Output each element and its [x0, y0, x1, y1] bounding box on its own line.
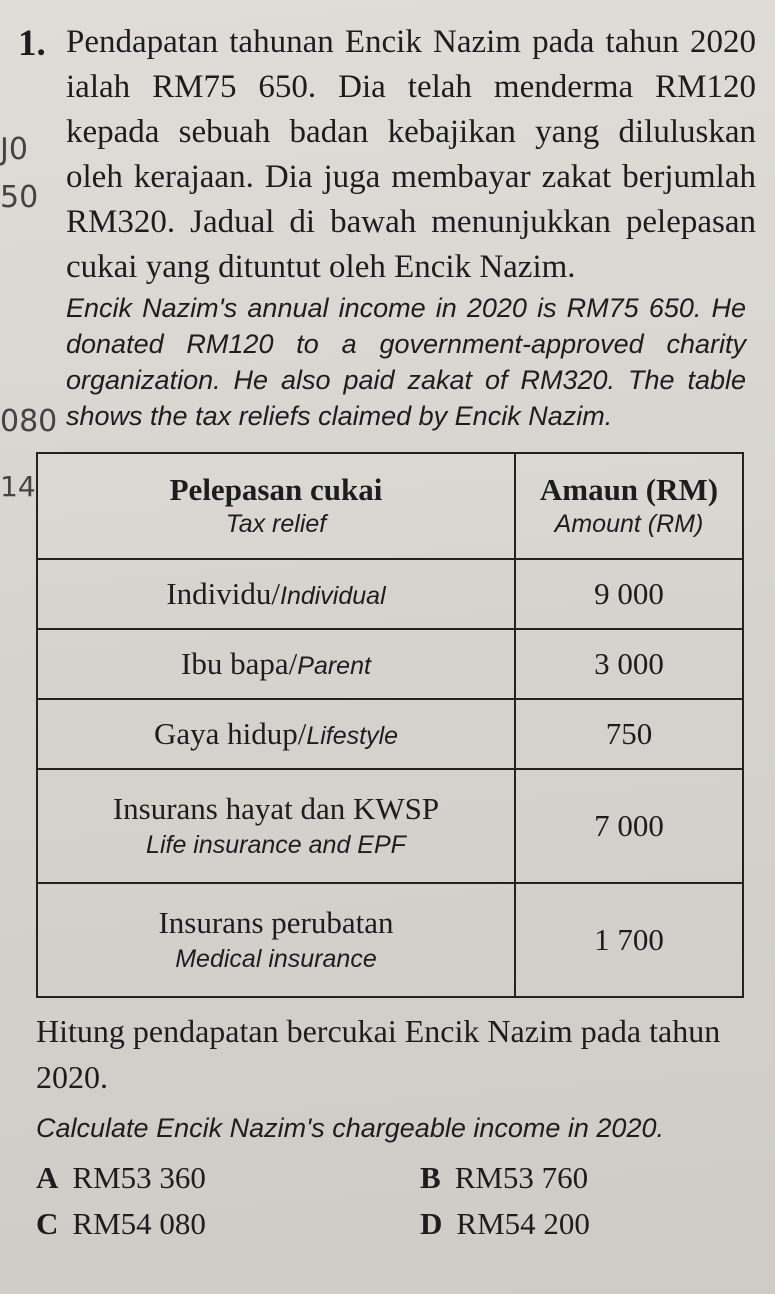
header-tax-relief-ms: Pelepasan cukai — [169, 472, 383, 507]
header-amount — [515, 453, 743, 559]
relief-name: Insurans hayat dan KWSP Life insurance and EPF — [37, 769, 515, 883]
relief-amount: 3 000 — [515, 629, 743, 699]
question-text-english: Encik Nazim's annual income in 2020 is RM75 650. He donated RM120 to a government-approved charity organization. He also paid zakat of RM320. The table shows the tax reliefs claimed by Encik Nazim. — [66, 293, 746, 431]
header-tax-relief — [37, 453, 515, 559]
option-value: RM54 200 — [456, 1206, 590, 1241]
relief-amount: 750 — [515, 699, 743, 769]
question-text-malay: Pendapatan tahunan Encik Nazim pada tahun 2020 ialah RM75 650. Dia telah menderma RM120 kepada sebuah badan kebajikan yang diluluskan oleh kerajaan. Dia juga membayar zakat berjumlah RM320. Jadual di bawah menunjukkan pelepasan cukai yang dituntut oleh Encik Nazim. — [66, 24, 756, 285]
table-row — [37, 769, 743, 883]
option-a[interactable] — [36, 1160, 206, 1196]
option-b[interactable] — [420, 1160, 588, 1196]
margin-note: 14 — [0, 470, 36, 503]
option-c[interactable] — [36, 1206, 206, 1242]
header-tax-relief-en: Tax relief — [225, 510, 327, 538]
option-value: RM54 080 — [72, 1206, 206, 1241]
table-row — [37, 883, 743, 997]
option-label: A — [36, 1160, 59, 1195]
option-value: RM53 360 — [72, 1160, 206, 1195]
relief-amount: 9 000 — [515, 559, 743, 629]
relief-name: Gaya hidup/Lifestyle — [37, 699, 515, 769]
table-row — [37, 559, 743, 629]
table-header-row — [37, 453, 743, 559]
option-label: B — [420, 1160, 441, 1195]
relief-name: Insurans perubatan Medical insurance — [37, 883, 515, 997]
option-label: C — [36, 1206, 59, 1241]
header-amount-ms: Amaun (RM) — [539, 472, 719, 507]
table-row — [37, 699, 743, 769]
question-number: 1. — [18, 23, 46, 64]
relief-name: Ibu bapa/Parent — [37, 629, 515, 699]
prompt-english: Calculate Encik Nazim's chargeable income in 2020. — [36, 1113, 664, 1143]
table-row — [37, 629, 743, 699]
prompt-malay: Hitung pendapatan bercukai Encik Nazim pada tahun 2020. — [36, 1013, 721, 1095]
option-d[interactable] — [420, 1206, 590, 1242]
option-label: D — [420, 1206, 443, 1241]
margin-note: 50 — [0, 180, 39, 215]
tax-relief-table — [36, 452, 744, 998]
relief-amount: 1 700 — [515, 883, 743, 997]
option-value: RM53 760 — [454, 1160, 589, 1195]
header-amount-en: Amount (RM) — [554, 510, 704, 538]
margin-note: 080 — [0, 404, 58, 439]
relief-name: Individu/Individual — [37, 559, 515, 629]
relief-amount: 7 000 — [515, 769, 743, 883]
margin-note: J0 — [0, 132, 28, 167]
